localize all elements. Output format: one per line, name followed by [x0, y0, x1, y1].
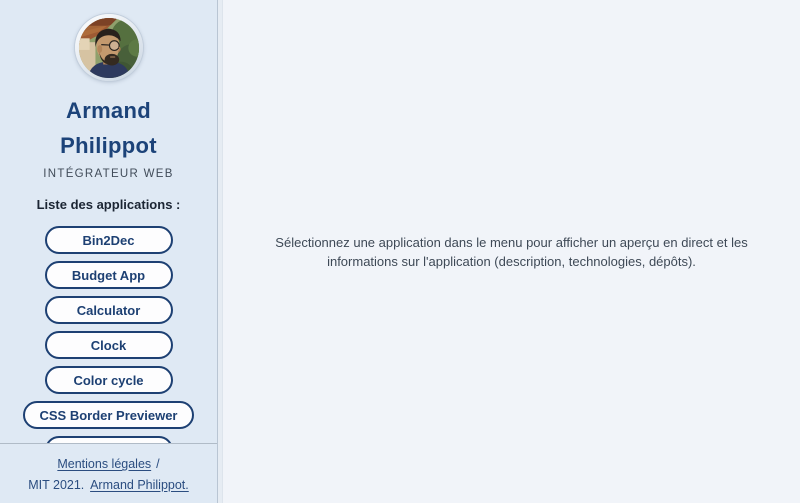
profile-last-name: Philippot: [60, 133, 157, 158]
avatar-photo: [78, 17, 140, 79]
app-button-calculator[interactable]: Calculator: [45, 296, 173, 324]
footer-legal-line: [0, 454, 217, 475]
footer-separator: /: [156, 457, 160, 471]
list-item: [45, 331, 173, 359]
profile-first-name: Armand: [66, 98, 151, 123]
list-item: [45, 226, 173, 254]
sidebar-footer: [0, 443, 217, 503]
app-button-color-cycle[interactable]: Color cycle: [45, 366, 173, 394]
app-button-bin2dec[interactable]: Bin2Dec: [45, 226, 173, 254]
app-button-budget-app[interactable]: Budget App: [45, 261, 173, 289]
list-item: [45, 366, 173, 394]
sidebar: [0, 0, 217, 503]
avatar: [75, 14, 143, 81]
list-item: [45, 261, 173, 289]
empty-state-message-line1: Sélectionnez une application dans le menu pour afficher un aperçu en direct et les: [275, 234, 748, 250]
author-link[interactable]: Armand Philippot.: [90, 478, 189, 492]
app-button-clock[interactable]: Clock: [45, 331, 173, 359]
footer-license-line: [0, 475, 217, 496]
empty-state-message-line2: informations sur l'application (description, technologies, dépôts).: [327, 253, 696, 269]
legal-link[interactable]: Mentions légales: [57, 457, 152, 471]
list-item: [45, 296, 173, 324]
empty-state-message: [275, 233, 747, 271]
profile-name: [60, 93, 157, 163]
profile-job-title: INTÉGRATEUR WEB: [43, 168, 174, 180]
list-item: [23, 401, 193, 429]
license-text: MIT 2021.: [28, 478, 85, 492]
app-button-partially-visible[interactable]: [45, 436, 173, 443]
sidebar-scroll-area: [0, 0, 217, 443]
apps-list-label: Liste des applications :: [36, 197, 181, 212]
main-panel: [223, 0, 800, 503]
apps-list: [0, 226, 217, 443]
app-button-css-border-previewer[interactable]: CSS Border Previewer: [23, 401, 193, 429]
list-item: [45, 436, 173, 443]
